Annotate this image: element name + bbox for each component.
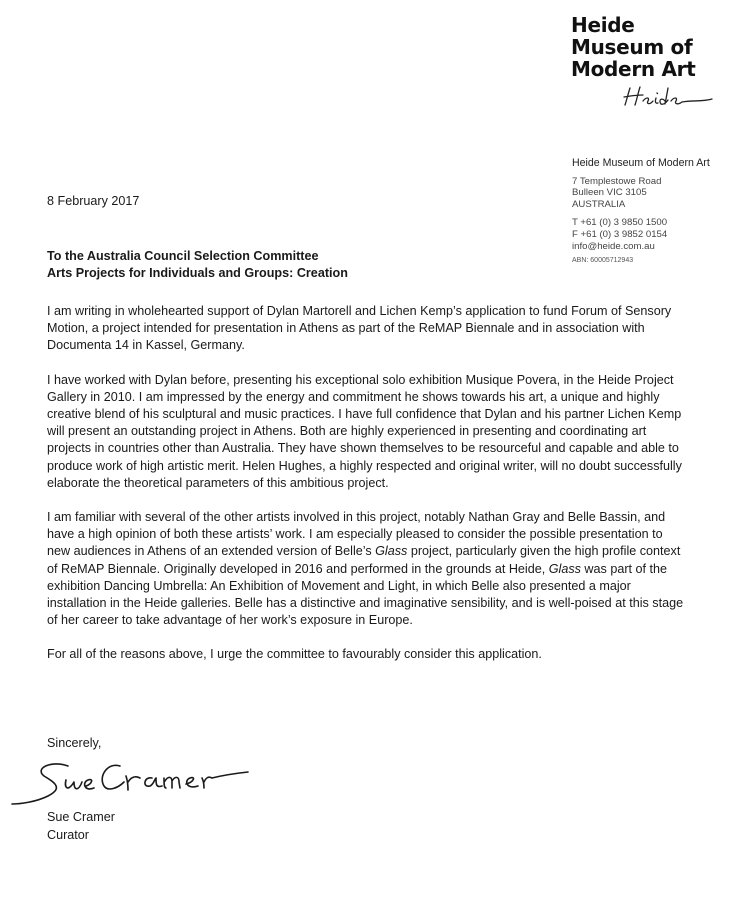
address-city: Bulleen VIC 3105 — [572, 187, 647, 199]
heide-script-logo — [622, 84, 714, 110]
glass-title-1: Glass — [375, 544, 408, 559]
signature — [8, 752, 268, 808]
signer-title: Curator — [47, 828, 89, 842]
paragraph-2: I have worked with Dylan before, presenting his exceptional solo exhibition Musique Povera, in the Heide Project Gallery in 2010. I am impressed by the energy and commitment he shows towards his art, a unique and highly creative blend of his sculptural and music practices. I have full confidence that Dylan and his partner Lichen Kemp will present an outstanding project in Athens. Both are highly experienced in presenting and coordinating art projects in countries other than Australia. They have shown themselves to be resourceful and capable and able to produce work of high artistic merit. Helen Hughes, a highly respected and original writer, will no doubt successfully elaborate the theoretical parameters of this ambitious project. — [47, 372, 682, 490]
address-country: AUSTRALIA — [572, 198, 626, 210]
address-fax: F +61 (0) 3 9852 0154 — [572, 228, 668, 240]
logo-line-2: Museum of — [571, 35, 693, 59]
signer-block — [47, 808, 115, 844]
address-street: 7 Templestowe Road — [572, 175, 662, 187]
paragraph-3-part-a: I am familiar with several of the other artists involved in this project, notably Nathan Gray and Belle Bassin, and have a high opinion of both these artists’ work. I am especially pleased to consider the possible presentation to new audiences in Athens of an extended version of Belle’s — [47, 510, 666, 559]
address-phone: T +61 (0) 3 9850 1500 — [572, 217, 668, 229]
address-abn: ABN: 60005712943 — [572, 257, 634, 265]
address-email: info@heide.com.au — [572, 240, 655, 252]
recipient-line-2: Arts Projects for Individuals and Groups: Creation — [47, 266, 348, 280]
address-name: Heide Museum of Modern Art — [572, 157, 710, 169]
museum-logo — [571, 14, 696, 80]
paragraph-4: For all of the reasons above, I urge the committee to favourably consider this application. — [47, 647, 542, 662]
letter-body — [47, 303, 687, 682]
paragraph-3-part-b: project, particularly given the high profile context of ReMAP Biennale. Originally developed in 2016 and performed in the grounds at Heide, — [47, 544, 681, 576]
recipient-line-1: To the Australia Council Selection Committee — [47, 249, 319, 263]
closing: Sincerely, — [47, 736, 102, 750]
letter-date: 8 February 2017 — [47, 194, 140, 208]
paragraph-3 — [47, 509, 687, 629]
recipient — [47, 248, 348, 282]
paragraph-3-part-c: was part of the exhibition Dancing Umbrella: An Exhibition of Movement and Light, in which Belle also presented a major installation in the Heide galleries. Belle has a distinctive and imaginative sensibility, and is well-poised at this stage of her career to take advantage of her work’s exposure in Europe. — [47, 561, 684, 628]
paragraph-1: I am writing in wholehearted support of Dylan Martorell and Lichen Kemp’s application to fund Forum of Sensory Motion, a project intended for presentation in Athens as part of the ReMAP Biennale and in association with Documenta 14 in Kassel, Germany. — [47, 304, 672, 353]
logo-line-3: Modern Art — [571, 57, 696, 81]
address-block — [572, 158, 710, 265]
glass-title-2: Glass — [548, 561, 581, 576]
signer-name: Sue Cramer — [47, 810, 115, 824]
logo-line-1: Heide — [571, 13, 635, 37]
